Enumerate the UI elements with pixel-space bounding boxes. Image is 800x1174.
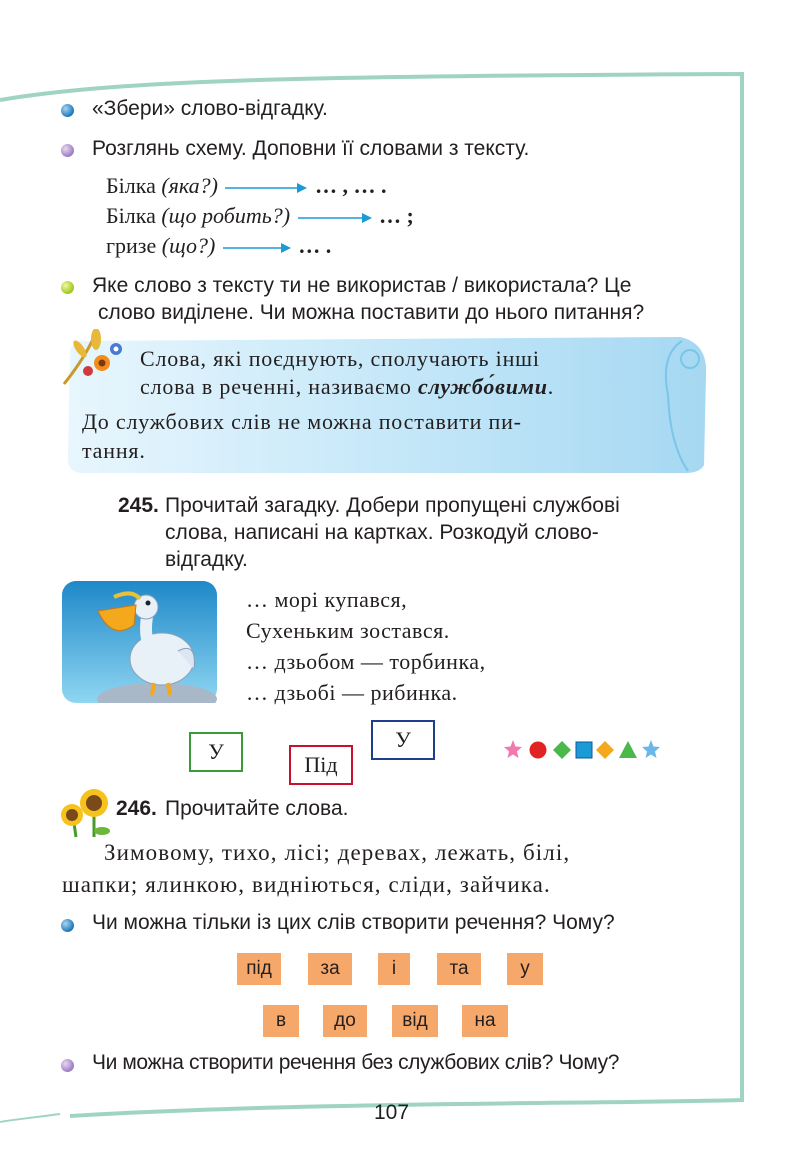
word-card: У	[371, 720, 435, 760]
question-text: Чи можна створити речення без службових слів? Чому?	[92, 1051, 619, 1074]
rule-line: тання.	[82, 438, 146, 463]
scheme-row: Білка (що робить?) … ;	[106, 203, 414, 228]
exercise-text: Прочитай загадку. Добери пропущені службові	[165, 494, 620, 517]
sunflower-icon	[54, 787, 114, 839]
service-word-tile: у	[507, 953, 543, 985]
word-card: Під	[289, 745, 353, 785]
service-word-tile: і	[378, 953, 410, 985]
question-text: Чи можна тільки із цих слів створити речення? Чому?	[92, 911, 615, 934]
arrow-icon	[221, 242, 293, 254]
exercise-text: слова, написані на картках. Розкодуй слово-	[165, 521, 599, 544]
words-line: шапки; ялинкою, видніються, сліди, зайчика.	[62, 872, 551, 897]
service-word-tile: до	[323, 1005, 367, 1037]
pelican-picture	[62, 581, 217, 703]
task-question-line: слово виділене. Чи можна поставити до нього питання?	[98, 301, 645, 324]
exercise-text: відгадку.	[165, 548, 248, 571]
bullet-icon	[61, 144, 74, 157]
service-word-tile: під	[237, 953, 281, 985]
service-word-tile: та	[437, 953, 481, 985]
square-icon	[576, 742, 592, 758]
arrow-icon	[296, 212, 374, 224]
service-word-tile: на	[462, 1005, 508, 1037]
riddle-line: Сухеньким зостався.	[246, 618, 450, 643]
rule-line: слова в реченні, називаємо службо́вими.	[140, 374, 555, 399]
term-service-words: службо́вими	[418, 374, 548, 399]
rule-line: Слова, які поєднують, сполучають інші	[140, 346, 540, 371]
service-word-tile: від	[392, 1005, 438, 1037]
bullet-icon	[61, 104, 74, 117]
page-number: 107	[374, 1101, 410, 1124]
exercise-number: 246.	[116, 797, 157, 820]
scheme-row: гризе (що?) … .	[106, 233, 332, 258]
exercise-number: 245.	[118, 494, 159, 517]
bullet-icon	[61, 1059, 74, 1072]
service-word-tile: за	[308, 953, 352, 985]
task-collect-word: «Збери» слово-відгадку.	[92, 97, 328, 120]
riddle-line: … дзьобом — торбинка,	[246, 649, 486, 674]
rule-box	[60, 335, 710, 475]
task-question-line: Яке слово з тексту ти не використав / використала? Це	[92, 274, 632, 297]
scheme-row: Білка (яка?) … , … .	[106, 173, 387, 198]
star-icon	[504, 740, 522, 758]
triangle-icon	[619, 741, 637, 758]
bullet-icon	[61, 919, 74, 932]
arrow-icon	[223, 182, 309, 194]
word-card: У	[189, 732, 243, 772]
rule-line: До службових слів не можна поставити пи-	[82, 409, 522, 434]
star-icon	[642, 740, 660, 758]
service-word-tile: в	[263, 1005, 299, 1037]
shapes-code-icons	[504, 739, 684, 761]
words-line: Зимовому, тихо, лісі; деревах, лежать, білі,	[104, 840, 571, 865]
bullet-icon	[61, 281, 74, 294]
diamond-icon	[553, 741, 571, 759]
task-scheme: Розглянь схему. Доповни її словами з тексту.	[92, 137, 530, 160]
diamond-icon	[596, 741, 614, 759]
riddle-line: … морі купався,	[246, 587, 408, 612]
riddle-line: … дзьобі — рибинка.	[246, 680, 458, 705]
circle-icon	[530, 742, 547, 759]
wheat-flowers-icon	[54, 329, 134, 389]
exercise-title: Прочитайте слова.	[165, 797, 349, 820]
